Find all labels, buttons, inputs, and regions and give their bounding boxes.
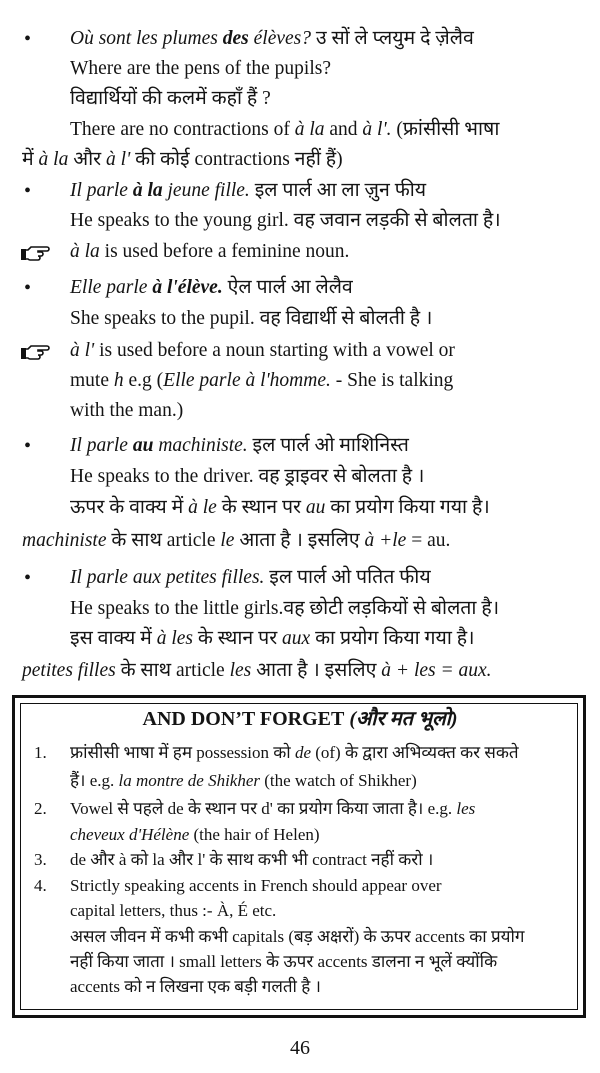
example-sentence [70,434,409,458]
english-translation: Where are the pens of the pupils? [70,58,331,79]
text: का प्रयोग किया गया है। [325,497,490,518]
french-text: Elle parle [70,277,153,298]
text: में [22,149,39,170]
text: machiniste [22,530,107,551]
dont-forget-title [0,706,600,732]
example-sentence [70,27,474,51]
bullet: • [24,180,32,202]
forget-item-4: नहीं किया जाता । small letters के ऊपर accents डालना न भूलें क्योंकि [70,952,498,971]
text: की कोई contractions नहीं हैं) [130,149,343,170]
forget-item-4: accents को न लिखना एक बड़ी गलती है । [70,977,321,996]
french-bold: au [132,435,154,456]
text: Elle parle à l'homme. [163,370,331,391]
text: le [220,530,235,551]
note-line [22,148,343,172]
bullet: • [24,28,32,50]
title-hindi: (और मत भूलो) [344,708,458,730]
text: आता है । इसलिए [251,660,382,681]
pronunciation: इल पार्ल ओ माशिनिस्त [247,435,409,456]
english-translation: He speaks to the driver. वह ड्राइवर से बोलता है । [70,466,425,487]
note-line [22,659,492,683]
french-text: Où sont les plumes [70,28,223,49]
item-number: 2. [34,799,47,818]
text: de [294,743,311,762]
pronunciation: उ सों ले प्लयुम दे ज़ेलैव [311,28,474,49]
text: और [68,149,107,170]
text: au [305,497,326,518]
text: à la [70,241,100,262]
text: इस वाक्य में [70,628,157,649]
text: के स्थान पर [216,497,306,518]
forget-item-2 [70,798,475,820]
text: h [113,370,124,391]
forget-item-1 [70,742,519,764]
forget-item-4: असल जीवन में कभी कभी capitals (बड़ अक्षरों) के ऊपर accents का प्रयोग [70,927,525,946]
text: (of) के द्वारा अभिव्यक्त कर सकते [310,743,519,762]
french-text: Il parle aux petites filles. [70,567,265,588]
rule-note [70,240,349,264]
text: à la [38,149,69,170]
forget-item-1 [70,770,417,792]
note-line [70,118,499,142]
text: (the hair of Helen) [189,825,320,844]
french-text: Il parle [70,435,133,456]
french-text: jeune fille. [162,180,250,201]
note-line [70,627,475,651]
forget-item-2 [70,824,320,846]
forget-item-3: de और à को la और l' के साथ कभी भी contract नहीं करो । [70,850,434,869]
french-bold: à la [132,180,163,201]
text: cheveux d'Hélène [70,825,190,844]
bullet: • [24,435,32,457]
text: - She is talking [330,370,454,391]
text: = au. [406,530,451,551]
page-number: 46 [290,1037,310,1059]
text: à l' [106,149,131,170]
text: mute [70,370,114,391]
text: à la [294,119,325,140]
pointing-hand-icon [20,343,50,361]
text: Vowel से पहले de के स्थान पर d' का प्रयोग किया जाता है। e.g. [70,799,457,818]
text: à l'. [362,119,392,140]
text: is used before a feminine noun. [99,241,350,262]
hindi-translation: विद्यार्थियों की कलमें कहाँ हैं ? [70,88,271,109]
text: के स्थान पर [192,628,283,649]
text: के साथ article [106,530,221,551]
text: les [229,660,252,681]
text: aux [282,628,311,649]
text: आता है । इसलिए [234,530,365,551]
text: हैं। e.g. [70,771,119,790]
pronunciation: इल पार्ल आ ला ज़ुन फीय [249,180,427,201]
item-number: 1. [34,743,47,762]
english-translation: She speaks to the pupil. वह विद्यार्थी से बोलती है । [70,308,433,329]
text: ऊपर के वाक्य में [70,497,189,518]
french-text: élèves? [248,28,312,49]
text: के साथ article [115,660,230,681]
forget-item-4: capital letters, thus :- À, É etc. [70,901,277,920]
english-translation: He speaks to the young girl. वह जवान लड़की से बोलता है। [70,210,501,231]
text: is used before a noun starting with a vowel or [94,340,455,361]
example-sentence [70,179,426,203]
text: फ्रांसीसी भाषा में हम possession को [70,743,295,762]
rule-note [70,339,455,363]
french-bold: des [222,28,249,49]
text: petites filles [22,660,116,681]
note-line [22,529,450,553]
text: (the watch of Shikher) [260,771,417,790]
rule-note: with the man.) [70,400,184,421]
title-english: AND DON’T FORGET [142,708,345,730]
text: à l' [70,340,95,361]
text: à les [156,628,193,649]
text: There are no contractions of [70,119,295,140]
bullet: • [24,567,32,589]
text: à + les = aux. [381,660,492,681]
pronunciation: ऐल पार्ल आ लेलैव [222,277,353,298]
text: e.g ( [123,370,164,391]
example-sentence [70,276,353,300]
text: à le [188,497,217,518]
text: la montre de Shikher [118,771,260,790]
item-number: 3. [34,850,47,869]
item-number: 4. [34,876,47,895]
text: का प्रयोग किया गया है। [310,628,475,649]
text: les [456,799,476,818]
text: (फ्रांसीसी भाषा [391,119,500,140]
forget-item-4: Strictly speaking accents in French should appear over [70,876,442,895]
note-line [70,496,490,520]
pointing-hand-icon [20,244,50,262]
french-text: Il parle [70,180,133,201]
bullet: • [24,277,32,299]
french-text: machiniste. [153,435,248,456]
example-sentence [70,566,431,590]
pronunciation: इल पार्ल ओ पतित फीय [264,567,431,588]
rule-note [70,369,453,393]
text: and [324,119,363,140]
text: à +le [364,530,407,551]
french-bold: à l'élève. [152,277,223,298]
english-translation: He speaks to the little girls.वह छोटी लड़कियों से बोलता है। [70,598,500,619]
